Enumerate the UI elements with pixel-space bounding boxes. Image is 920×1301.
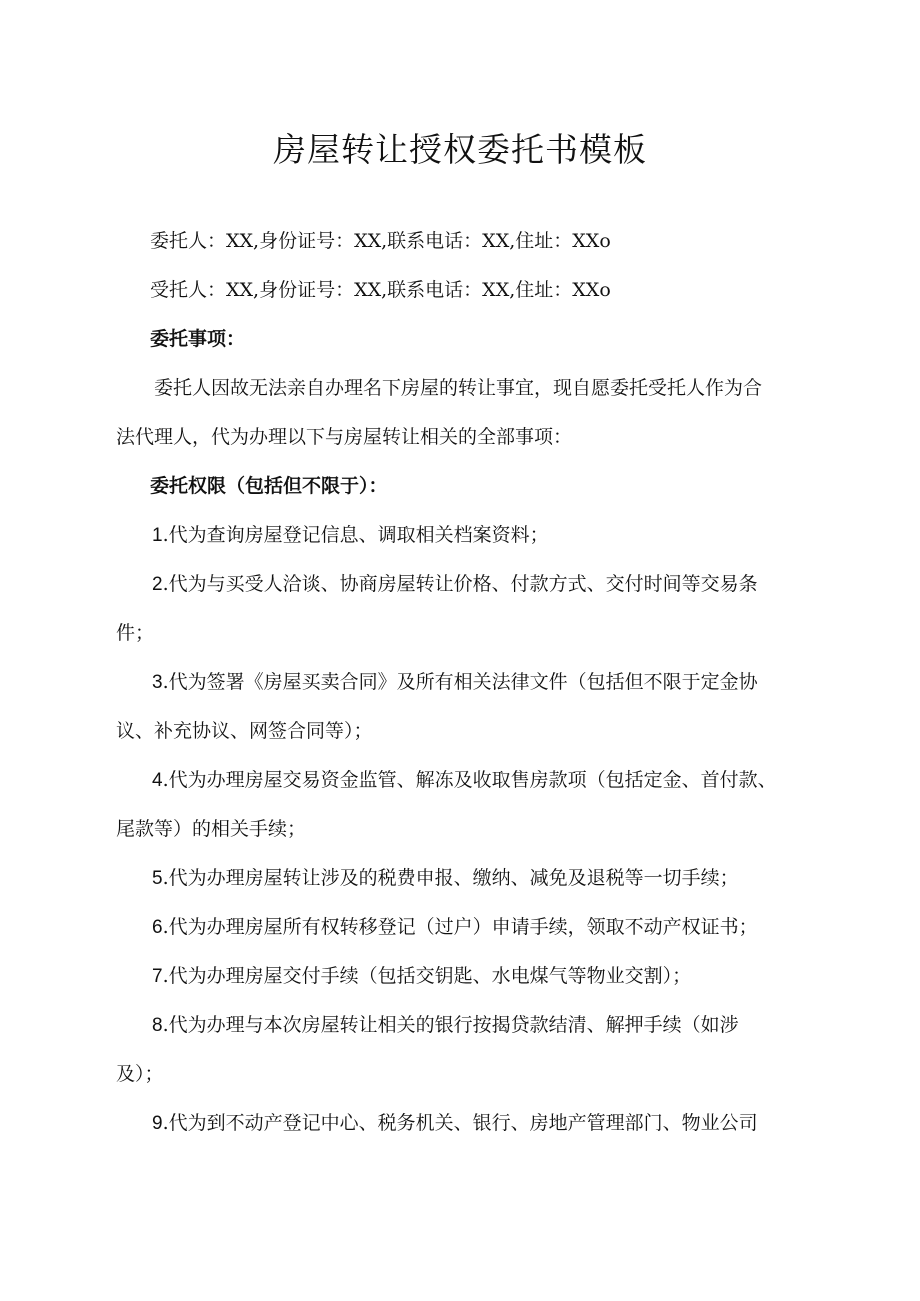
item-text: .代为到不动产登记中心、税务机关、银行、房地产管理部门、物业公司	[162, 1112, 758, 1134]
principal-info: 委托人：XX,身份证号：XX,联系电话：XX,住址：XXo	[150, 230, 611, 252]
item-text: .代为办理房屋交易资金监管、解冻及收取售房款项（包括定金、首付款、	[162, 769, 777, 791]
item-text: .代为办理房屋所有权转移登记（过户）申请手续，领取不动产权证书；	[162, 916, 758, 938]
item-continuation: 尾款等）的相关手续；	[116, 818, 307, 840]
agent-info: 受托人：XX,身份证号：XX,联系电话：XX,住址：XXo	[150, 279, 611, 301]
list-item	[152, 1110, 920, 1137]
item-text: .代为与买受人洽谈、协商房屋转让价格、付款方式、交付时间等交易条	[162, 573, 758, 595]
matters-heading: 委托事项：	[150, 328, 246, 350]
item-number: 6	[152, 917, 163, 938]
item-continuation: 议、补充协议、网签合同等）；	[116, 720, 373, 742]
item-number: 5	[152, 868, 163, 889]
item-text: .代为查询房屋登记信息、调取相关档案资料；	[162, 524, 549, 546]
list-item	[152, 914, 920, 941]
list-item	[152, 669, 920, 696]
item-number: 3	[152, 672, 163, 693]
list-item	[152, 767, 920, 794]
item-number: 1	[152, 525, 163, 546]
item-text: .代为办理房屋转让涉及的税费申报、缴纳、减免及退税等一切手续；	[162, 867, 739, 889]
item-continuation: 件；	[116, 622, 155, 644]
item-number: 8	[152, 1015, 163, 1036]
document-title: 房屋转让授权委托书模板	[273, 130, 647, 169]
list-item	[152, 571, 920, 598]
scope-heading: 委托权限（包括但不限于）：	[150, 475, 388, 497]
item-number: 2	[152, 574, 163, 595]
item-number: 7	[152, 966, 163, 987]
list-item	[152, 1012, 920, 1039]
matters-body-line2: 法代理人，代为办理以下与房屋转让相关的全部事项：	[116, 426, 573, 448]
list-item	[152, 522, 920, 549]
list-item	[152, 865, 920, 892]
item-text: .代为办理房屋交付手续（包括交钥匙、水电煤气等物业交割）；	[162, 965, 692, 987]
item-text: .代为办理与本次房屋转让相关的银行按揭贷款结清、解押手续（如涉	[162, 1014, 739, 1036]
item-number: 9	[152, 1113, 163, 1134]
item-text: .代为签署《房屋买卖合同》及所有相关法律文件（包括但不限于定金协	[162, 671, 758, 693]
list-item	[152, 963, 920, 990]
matters-body-line1: 委托人因故无法亲自办理名下房屋的转让事宜，现自愿委托受托人作为合	[154, 377, 763, 399]
item-continuation: 及）；	[116, 1063, 164, 1085]
item-number: 4	[152, 770, 163, 791]
